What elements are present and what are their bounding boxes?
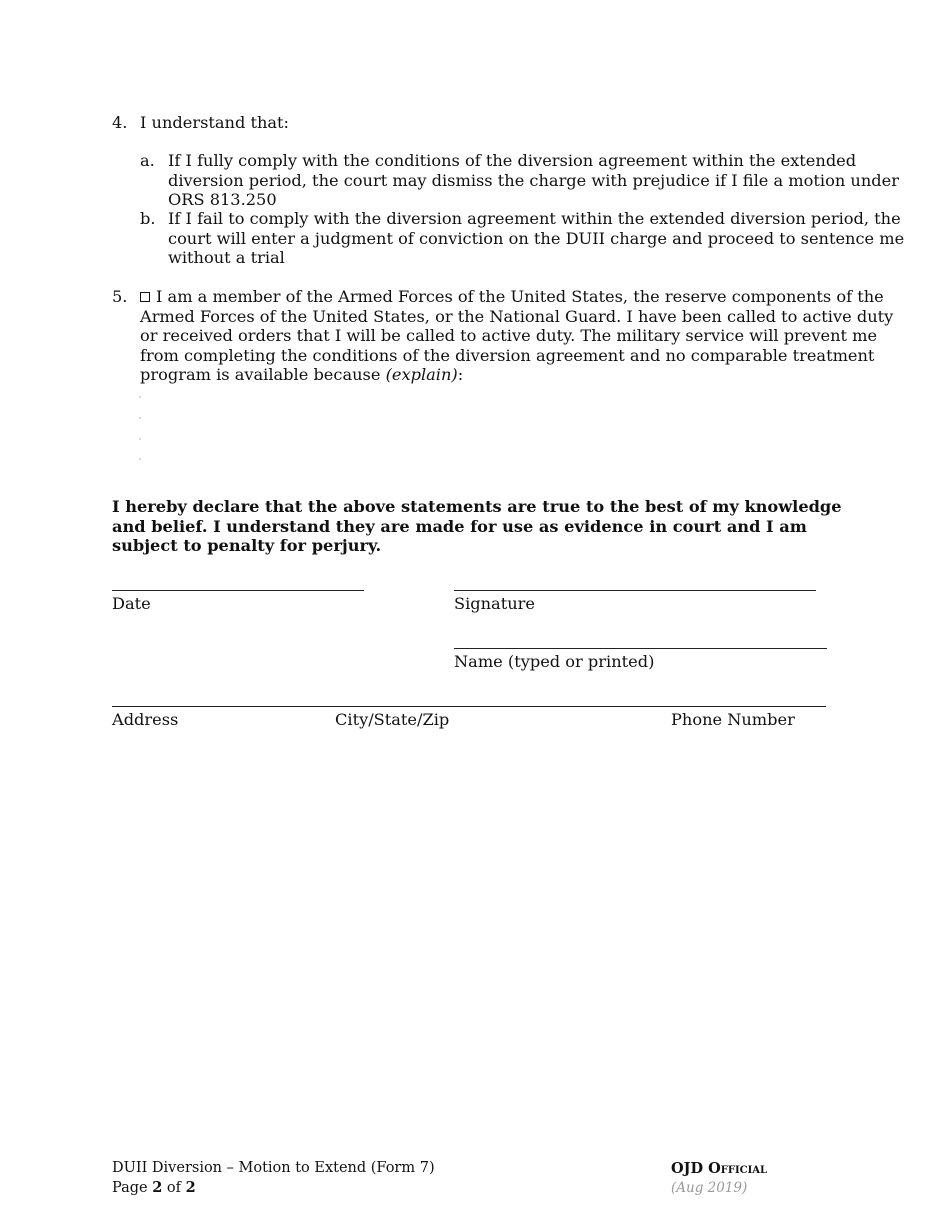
footer-official: OJD Official xyxy=(671,1160,768,1177)
declaration-line: and belief. I understand they are made for use as evidence in court and I am xyxy=(112,516,807,536)
item-4a-text xyxy=(168,151,899,210)
explain-field[interactable] xyxy=(135,385,825,465)
item-4a-line: If I fully comply with the conditions of the diversion agreement within the extended xyxy=(168,151,857,170)
footer-form-title: DUII Diversion – Motion to Extend (Form 7) xyxy=(112,1160,435,1176)
item-4b-line: If I fail to comply with the diversion agreement within the extended diversion period, the xyxy=(168,209,901,228)
footer-revision: (Aug 2019) xyxy=(671,1180,748,1196)
field-dot xyxy=(139,438,141,440)
item-5-line: from completing the conditions of the diversion agreement and no comparable treatment xyxy=(140,345,875,365)
item-5-line: Armed Forces of the United States, or the National Guard. I have been called to active duty xyxy=(140,306,894,326)
declaration-line: I hereby declare that the above statements are true to the best of my knowledge xyxy=(112,497,842,516)
item-5-line: or received orders that I will be called to active duty. The military service will prevent me xyxy=(140,326,878,345)
item-4-number: 4. xyxy=(112,113,128,132)
military-checkbox[interactable] xyxy=(140,292,150,302)
declaration-line: subject to penalty for perjury. xyxy=(112,536,382,555)
signature-line[interactable] xyxy=(454,590,816,591)
city-state-zip-label: City/State/Zip xyxy=(335,710,450,729)
name-label: Name (typed or printed) xyxy=(454,652,655,671)
declaration xyxy=(112,497,842,556)
page-current: 2 xyxy=(152,1179,163,1196)
item-4a-letter: a. xyxy=(140,151,155,170)
item-5-line: program is available because xyxy=(140,365,386,384)
address-line[interactable] xyxy=(112,706,826,707)
field-dot xyxy=(139,458,141,460)
address-label: Address xyxy=(112,710,179,729)
footer-page-number xyxy=(112,1179,196,1196)
page-of: of xyxy=(162,1180,186,1196)
page-word: Page xyxy=(112,1180,153,1196)
field-dot xyxy=(139,417,141,419)
item-5-text xyxy=(140,287,893,385)
colon: : xyxy=(457,365,464,384)
field-dot xyxy=(139,396,141,398)
signature-label: Signature xyxy=(454,594,535,613)
item-5-line: I am a member of the Armed Forces of the United States, the reserve components of the xyxy=(156,287,884,306)
phone-number-label: Phone Number xyxy=(671,710,795,729)
item-4b-line: without a trial xyxy=(168,248,285,267)
date-label: Date xyxy=(112,594,151,613)
item-4-lead: I understand that: xyxy=(140,113,290,132)
item-4b-line: court will enter a judgment of conviction on the DUII charge and proceed to sentence me xyxy=(168,228,905,248)
explain-label: (explain) xyxy=(385,365,458,384)
item-4a-line: ORS 813.250 xyxy=(168,190,277,209)
date-line[interactable] xyxy=(112,590,364,591)
item-4a-line: diversion period, the court may dismiss the charge with prejudice if I file a motion under xyxy=(168,170,899,190)
item-5-number: 5. xyxy=(112,287,128,306)
page-total: 2 xyxy=(185,1179,196,1196)
item-4b-text xyxy=(168,209,904,268)
item-4b-letter: b. xyxy=(140,209,156,228)
name-line[interactable] xyxy=(454,648,827,649)
